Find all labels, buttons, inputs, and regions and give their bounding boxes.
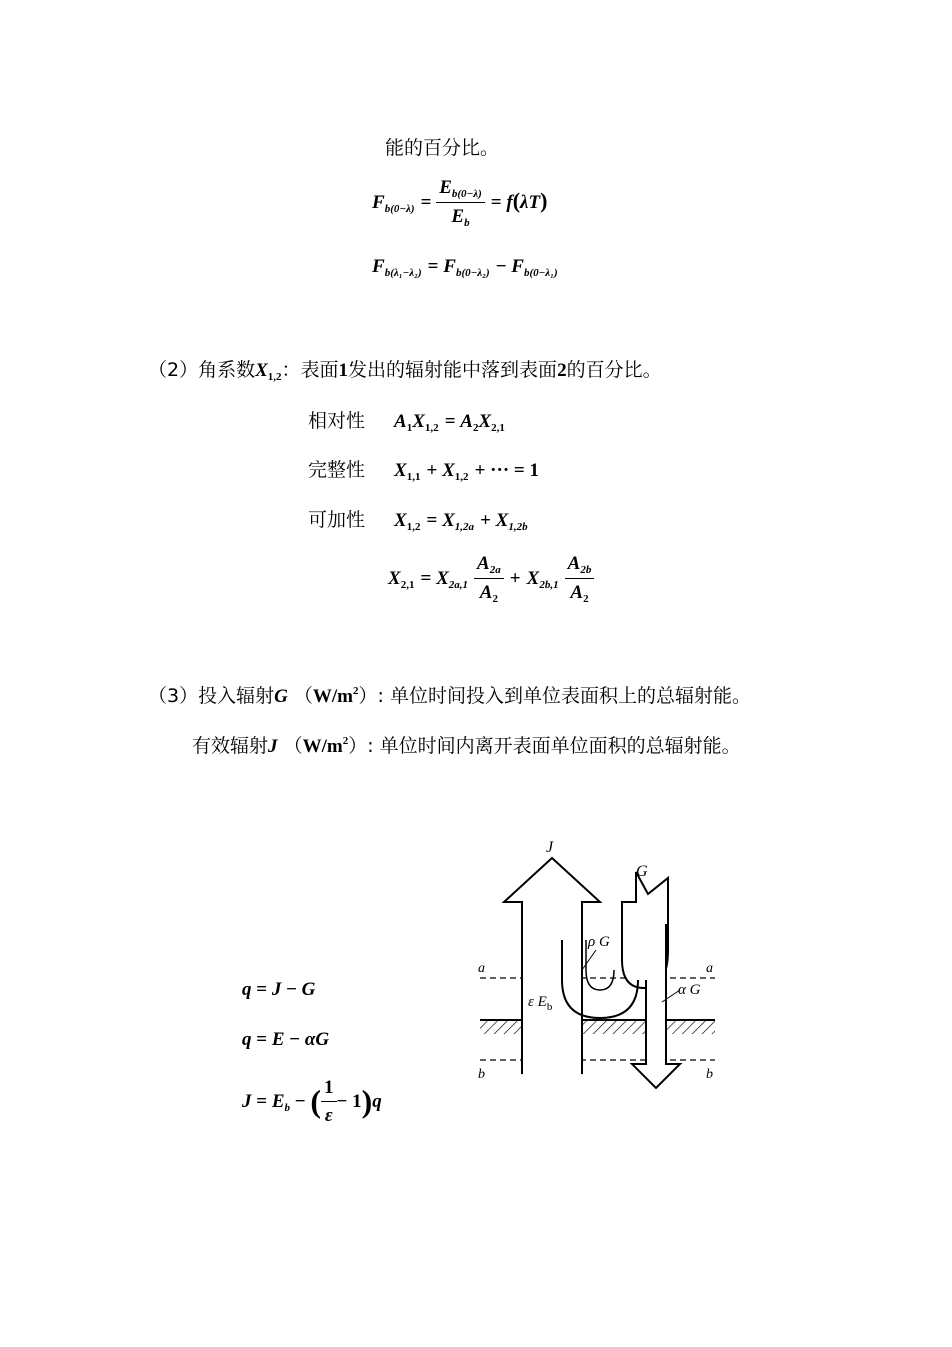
- radiosity-definition: : 单位时间内离开表面单位面积的总辐射能。: [367, 735, 741, 757]
- surface-hatch: [480, 1020, 715, 1034]
- section3-line1: [148, 681, 751, 708]
- label-rhoG: ρ G: [588, 934, 610, 950]
- section3-line2: [192, 731, 741, 758]
- irradiation-unit: W/m: [312, 686, 353, 707]
- formula-fraction-band: $F_{b(0-\lambda)}$ = $\frac{E_{b(0-\lambda)}}{E_b}$ = f(λT): [372, 177, 548, 229]
- section2-num2: 2: [557, 360, 567, 381]
- irradiation-symbol: G: [274, 686, 288, 707]
- additivity-label: 可加性: [308, 509, 366, 531]
- radiosity-unit-sup: 2: [342, 735, 349, 747]
- label-J: J: [546, 839, 554, 856]
- irradiation-definition: : 单位时间投入到单位表面积上的总辐射能。: [377, 685, 751, 707]
- section2-heading: [148, 355, 662, 383]
- label-G: G: [636, 863, 648, 880]
- rhoG-leader: [582, 950, 596, 970]
- radiosity-symbol: J: [268, 736, 278, 757]
- radiosity-label: 有效辐射: [192, 735, 269, 757]
- label-epsEb-sub: b: [546, 1001, 553, 1013]
- label-alphaG: α G: [678, 982, 701, 998]
- irradiation-unit-sup: 2: [353, 685, 359, 697]
- radiosity-unit: W/m: [302, 736, 343, 757]
- formula-J-Eb: $J = E_b$ − ( $\frac{1}{\varepsilon}$ − 1)q: [242, 1077, 382, 1126]
- irradiation-unit-close: ）: [358, 685, 378, 707]
- section2-symbol: X: [255, 360, 268, 381]
- formula-q-JG: q = J − G: [242, 979, 316, 1000]
- section2-num1: 1: [338, 360, 349, 381]
- formula-q-E-alphaG: q = E − αG: [242, 1029, 330, 1050]
- completeness-row: 完整性 $X_{1,1} + X_{1,2}$ + ··· = 1: [308, 455, 539, 483]
- label-b-left: b: [478, 1067, 485, 1082]
- section2-suffix-b: 发出的辐射能中落到表面: [348, 359, 558, 381]
- section2-subscript: 1,2: [267, 371, 282, 383]
- label-a-left: a: [478, 961, 485, 976]
- additivity-row: 可加性 $X_{1,2} = X_{1,2a} + X_{1,2b}$: [308, 505, 528, 533]
- radiosity-unit-open: （: [283, 735, 303, 757]
- label-b-right: b: [706, 1067, 713, 1082]
- section2-suffix-a: ：表面: [281, 359, 339, 381]
- label-epsEb-main: ε E: [528, 994, 547, 1010]
- radiosity-unit-close: ）: [348, 735, 368, 757]
- label-a-right: a: [706, 961, 713, 976]
- reciprocity-row: 相对性 $A_1X_{1,2} = A_2X_{2,1}$: [308, 406, 505, 434]
- radiation-diagram: [470, 830, 730, 1100]
- reciprocity-label: 相对性: [308, 410, 366, 432]
- irradiation-label: （3）投入辐射: [148, 685, 275, 707]
- section2-suffix-c: 的百分比。: [566, 359, 662, 381]
- completeness-label: 完整性: [308, 459, 366, 481]
- formula-band-difference: $F_{b(\lambda_1-\lambda_2)} = F_{b(0-\lambda_2)} - F_{b(0-\lambda_1)}$: [372, 256, 558, 279]
- irradiation-unit-open: （: [293, 685, 313, 707]
- additivity-formula-2: $X_{2,1} = X_{2a,1}$ $\frac{A_{2a}}{A_2}$ + $X_{2b,1}$ $\frac{A_{2b}}{A_2}$: [388, 552, 594, 605]
- intro-line: 能的百分比。: [385, 137, 500, 159]
- section2-prefix: （2）角系数: [148, 359, 256, 381]
